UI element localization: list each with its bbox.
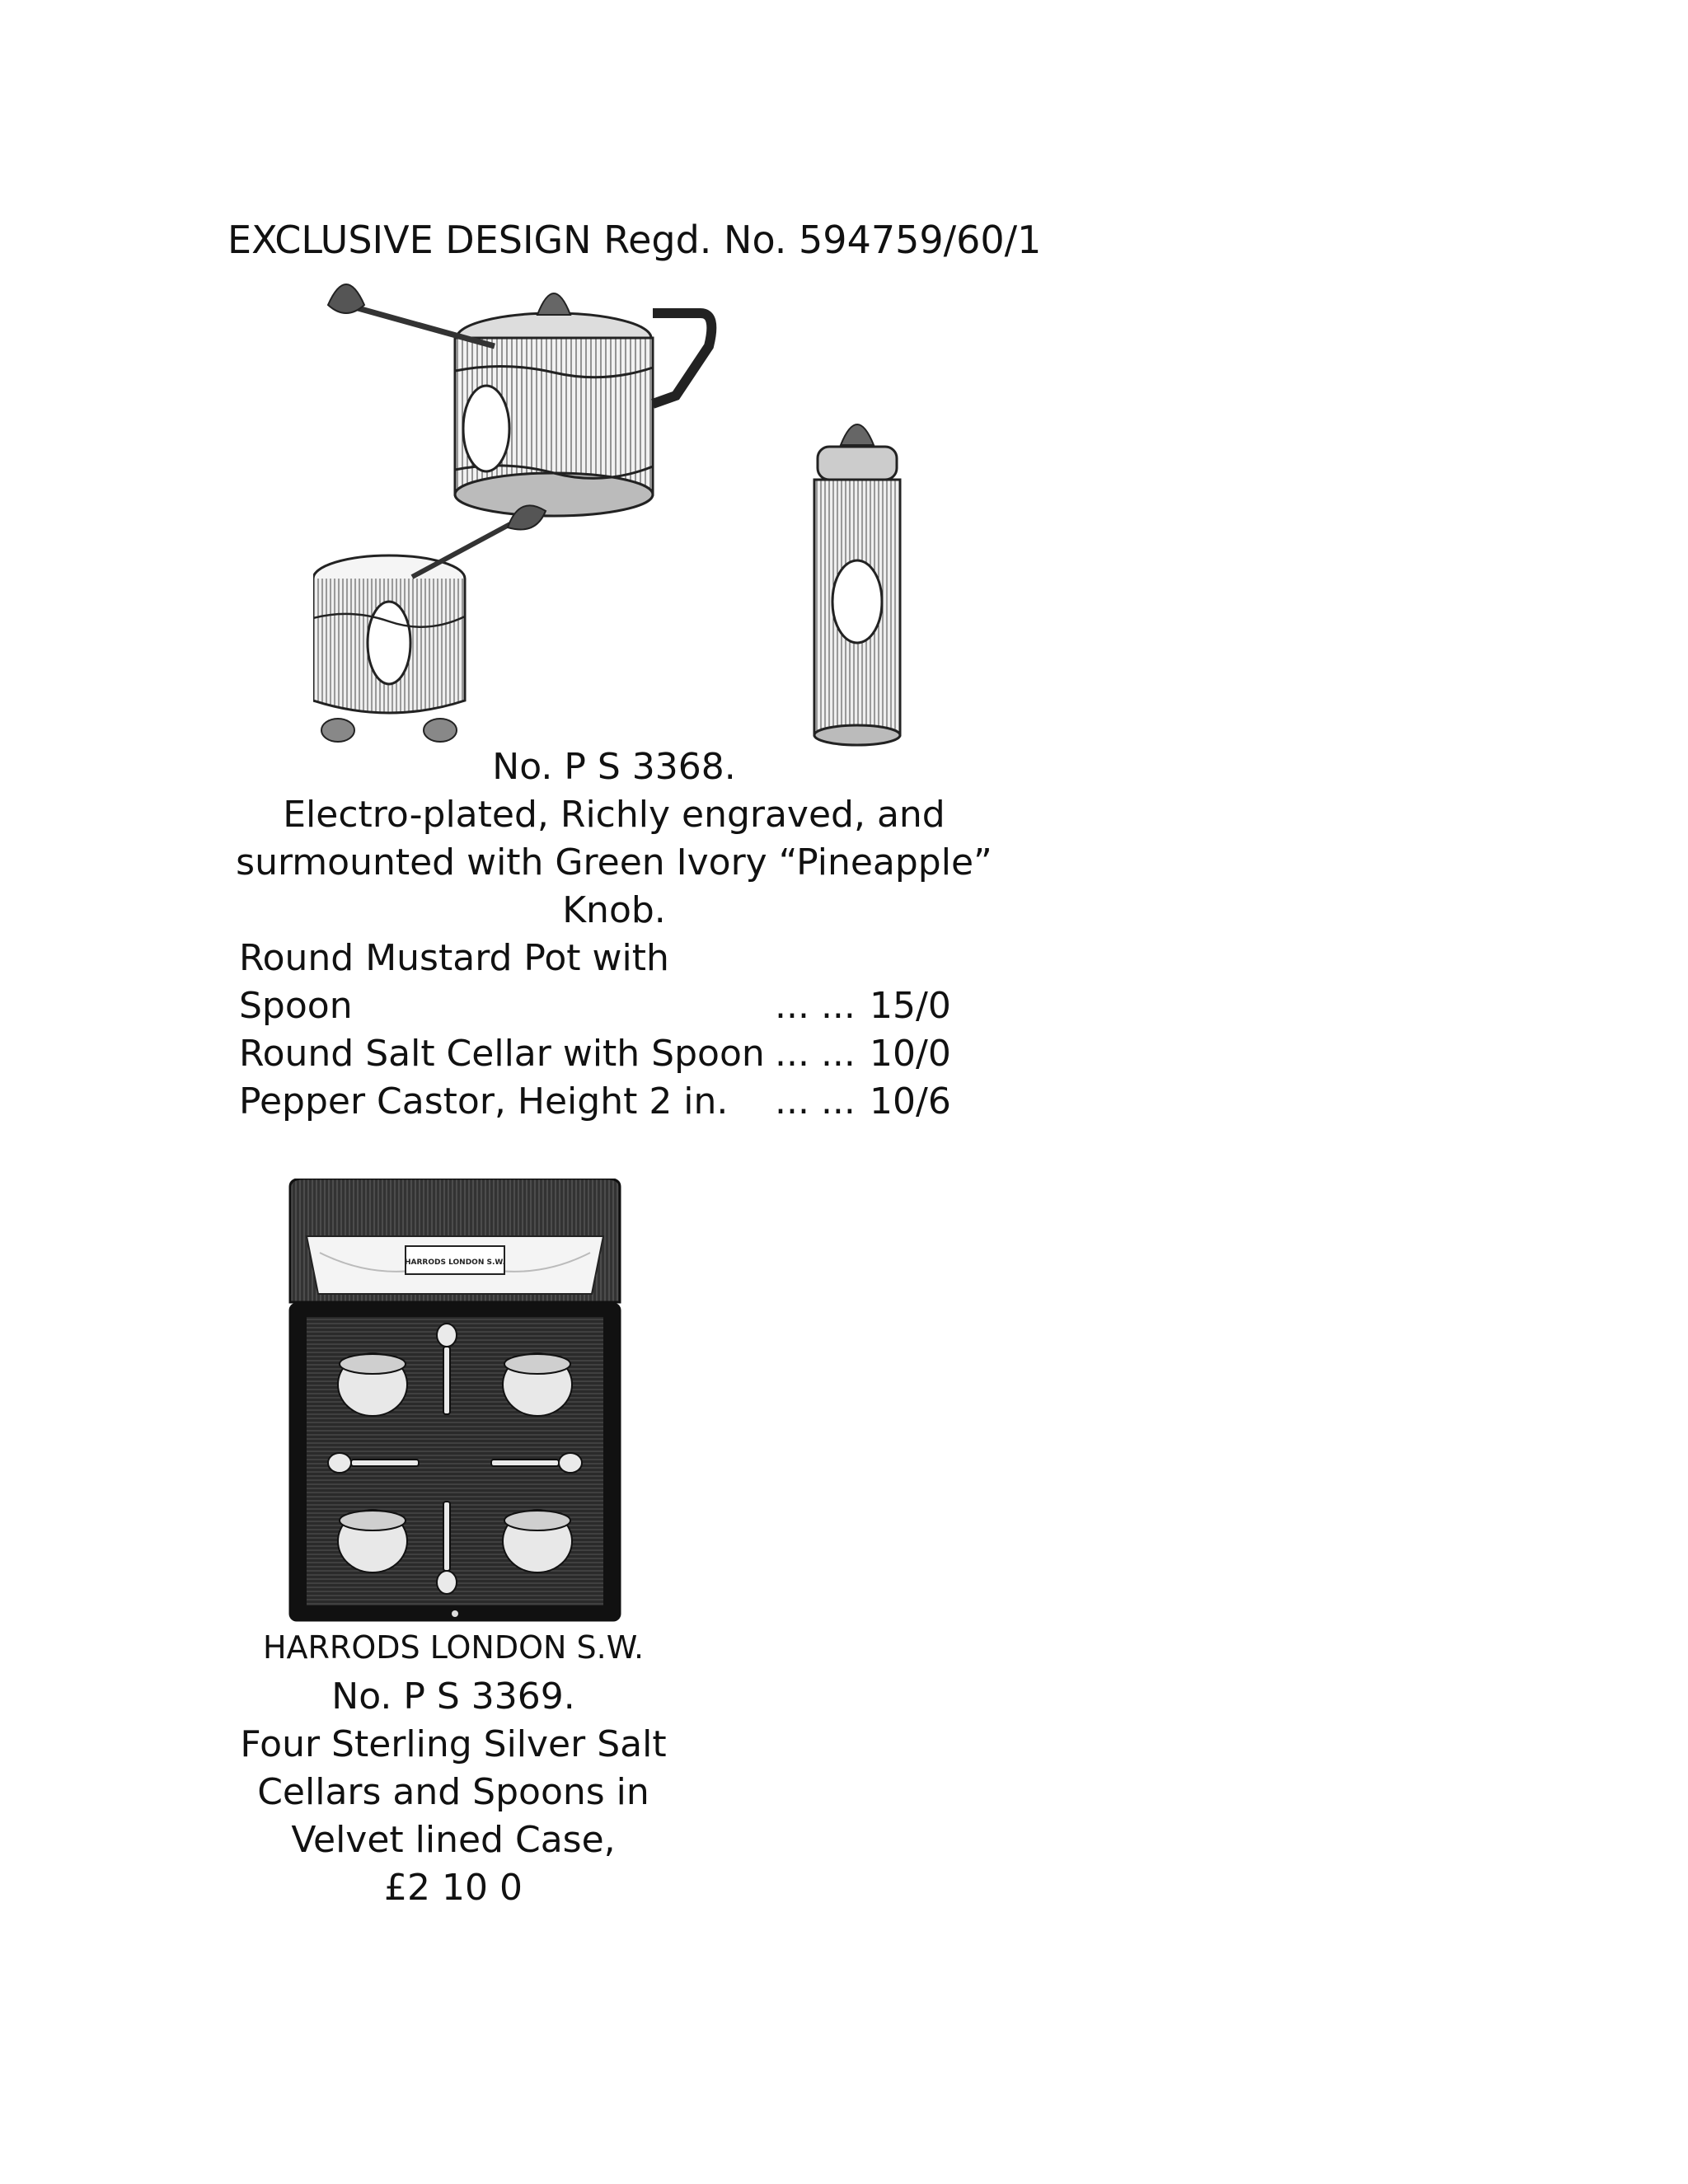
case-label: HARRODS LONDON S.W. [405, 1258, 505, 1267]
item2-description-line: Cellars and Spoons in [257, 1771, 649, 1813]
item1-description-line: surmounted with Green Ivory “Pineapple” [236, 841, 992, 883]
item2-description-line: Four Sterling Silver Salt [240, 1723, 667, 1765]
price-row [239, 1078, 981, 1126]
price-row [239, 1030, 981, 1078]
mustard-pot-icon [328, 284, 711, 516]
item2-description-line: Velvet lined Case, [291, 1819, 616, 1861]
price-leader-dots: ... ... [775, 1033, 856, 1075]
price-value: 15/0 [870, 985, 951, 1027]
item2-number: No. P S 3369. [331, 1675, 575, 1718]
salt-cellar-icon [313, 505, 546, 742]
price-item: Round Salt Cellar with Spoon [239, 1033, 765, 1075]
price-item: Spoon [239, 985, 353, 1027]
salt-cellar-case-illustration [287, 1179, 623, 1624]
item2-price: £2 10 0 [384, 1867, 523, 1909]
header-text: EXCLUSIVE DESIGN Regd. No. 594759/60/1 [227, 218, 1042, 262]
pepper-castor-icon [814, 424, 900, 745]
item1-description-line: Electro-plated, Richly engraved, and [283, 794, 945, 836]
price-leader-dots: ... ... [775, 985, 856, 1027]
price-row [239, 982, 981, 1030]
price-leader-dots: ... ... [775, 1080, 856, 1122]
price-value: 10/6 [870, 1080, 951, 1122]
item1-number: No. P S 3368. [492, 746, 736, 788]
price-item: Pepper Castor, Height 2 in. [239, 1080, 729, 1122]
item1-description-line: Knob. [562, 889, 666, 931]
price-row [239, 935, 981, 982]
cruet-set-illustration [313, 272, 940, 750]
brand-caption: HARRODS LONDON S.W. [262, 1629, 645, 1666]
price-value: 10/0 [870, 1033, 951, 1075]
price-item: Round Mustard Pot with [239, 937, 669, 979]
